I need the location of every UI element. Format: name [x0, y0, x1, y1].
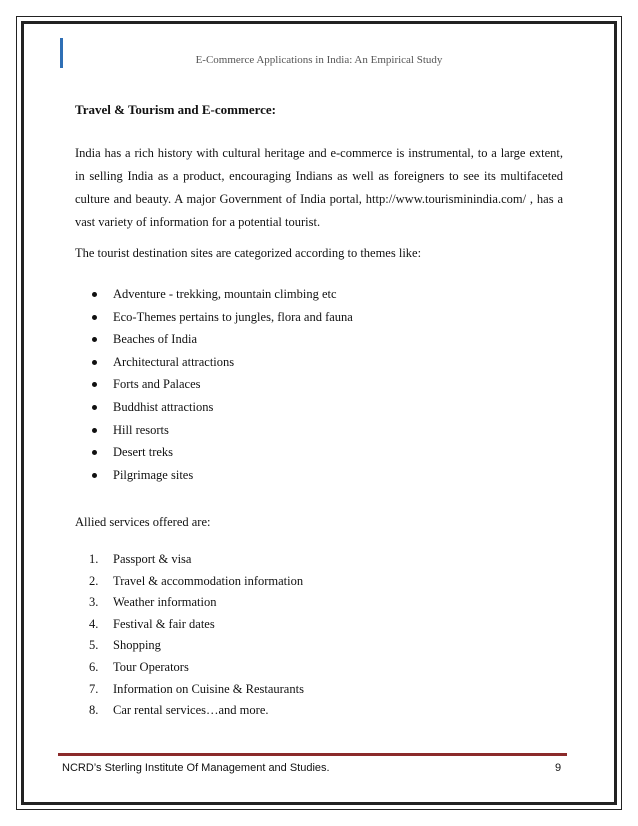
bullet-icon: [92, 337, 97, 342]
list-item: 7. Information on Cuisine & Restaurants: [89, 681, 304, 696]
list-item: Forts and Palaces: [90, 373, 353, 396]
list-item: 8. Car rental services…and more.: [89, 703, 269, 718]
list-item: Beaches of India: [90, 328, 353, 351]
bullet-icon: [92, 428, 97, 433]
footer-institute: NCRD’s Sterling Institute Of Management and Studies.: [62, 762, 330, 774]
list-item: 2. Travel & accommodation information: [89, 573, 304, 588]
list-item: Desert treks: [90, 441, 353, 464]
list-item: Adventure - trekking, mountain climbing etc: [90, 283, 353, 306]
bullet-icon: [92, 405, 97, 410]
page-header: E-Commerce Applications in India: An Empirical Study: [195, 54, 443, 66]
bullet-icon: [92, 292, 97, 297]
bullet-icon: [92, 360, 97, 365]
themes-intro: The tourist destination sites are categorized according to themes like:: [75, 246, 422, 260]
bullet-icon: [92, 315, 97, 320]
list-item: 5. Shopping: [89, 638, 161, 653]
list-item: Architectural attractions: [90, 351, 353, 374]
list-item: 1. Passport & visa: [89, 552, 192, 566]
bullet-icon: [92, 450, 97, 455]
bullet-icon: [92, 473, 97, 478]
bullet-icon: [92, 382, 97, 387]
list-item: 3. Weather information: [89, 595, 217, 610]
list-item: Buddhist attractions: [90, 396, 353, 419]
list-item: Pilgrimage sites: [90, 464, 353, 487]
list-item: Hill resorts: [90, 419, 353, 442]
page-number: 9: [555, 762, 562, 774]
themes-list: [90, 283, 353, 486]
services-intro: Allied services offered are:: [75, 515, 211, 529]
list-item: 6. Tour Operators: [89, 659, 189, 674]
intro-paragraph: India has a rich history with cultural heritage and e-commerce is instrumental, to a large extent, in selling India as a product, encouraging Indians as well as foreigners to see its multifaceted culture and beauty. A major Government of India portal, http://www.tourisminindia.com/ , has a vast variety of information for a potential tourist.: [75, 146, 563, 229]
footer-rule: [58, 753, 567, 756]
list-item: Eco-Themes pertains to jungles, flora and fauna: [90, 306, 353, 329]
services-list: [89, 549, 304, 722]
section-heading: Travel & Tourism and E-commerce:: [75, 102, 276, 117]
list-item: 4. Festival & fair dates: [89, 616, 215, 631]
